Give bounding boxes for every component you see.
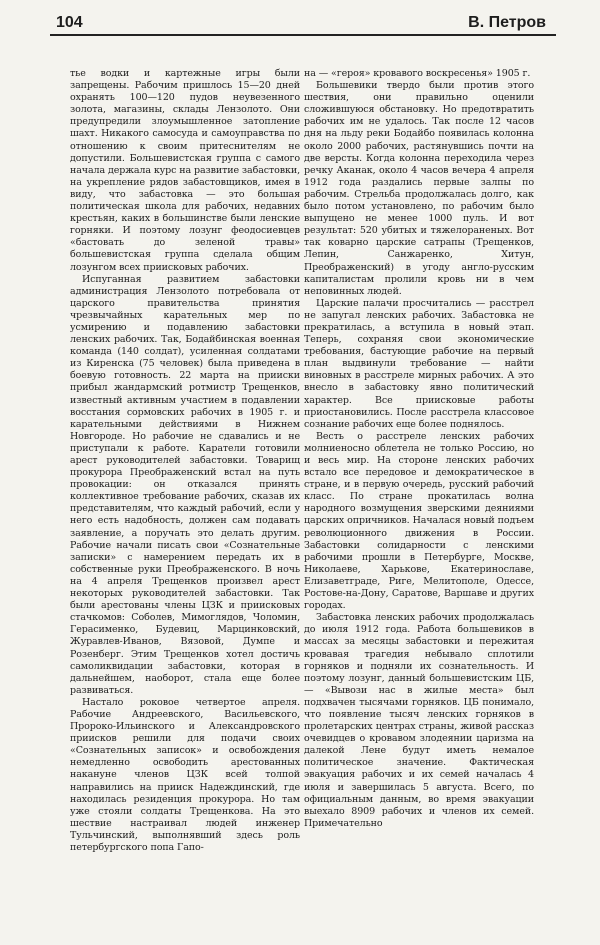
right-column — [304, 68, 534, 830]
paragraph: Царские палачи просчитались — расстрел не запугал ленских рабочих. Забастовка не прекратилась, а вступила в новый этап. Теперь, сохраняя свои экономические требования, бастующие рабочие на первый план выдвинули требование — найти виновных в расстреле мирных рабочих. А это внесло в забастовку явно политический характер. Все приисковые работы приостановились. После расстрела классовое сознание рабочих еще более поднялось. — [304, 297, 534, 430]
running-head-author: В. Петров — [468, 14, 546, 31]
page-number: 104 — [56, 14, 83, 31]
paragraph: Забастовка ленских рабочих продолжалась до июля 1912 года. Работа большевиков в массах за месяцы забастовки и пережитая кровавая трагедия небывало сплотили горняков и подняли их сознательность. И поэтому лозунг, данный большевистским ЦБ, — «Вывози нас в жилые места» был подхвачен тысячами горняков. ЦБ понимало, что появление тысяч ленских горняков в пролетарских центрах страны, живой рассказ очевидцев о кровавом злодеянии царизма на далекой Лене будут иметь немалое политическое значение. Фактическая эвакуация рабочих и их семей началась 4 июля и завершилась 5 августа. Всего, по официальным данным, во время эвакуации выехало 8909 рабочих и членов их семей. Примечательно — [304, 612, 534, 829]
paragraph-continuation: на — «героя» кровавого воскресенья» 1905 г. — [304, 68, 531, 79]
paragraph: Испуганная развитием забастовки администрация Лензолото потребовала от царского правительства принятия чрезвычайных карательных мер по усмирению и подавлению забастовки ленских рабочих. Так, Бодайбинская военная команда (140 солдат), усиленная солдатами из Киренска (75 человек) была приведена в боевую готовность. 22 марта на прииски прибыл жандармский ротмистр Трещенков, известный активным участием в подавлении восстания сормовских рабочих в 1905 г. и карательными действиями в Нижнем Новгороде. Но рабочие не сдавались и не приступали к работе. Каратели готовили арест руководителей забастовки. Товарищ прокурора Преображенский встал на путь провокации: он отказался принять коллективное требование рабочих, сказав их представителям, что каждый рабочий, если у него есть надобность, должен сам подавать заявление, а поручать это делать другим. Рабочие начали писать свои «Сознательные записки» с намерением передать их в собственные руки Преображенского. В ночь на 4 апреля Трещенков произвел арест некоторых руководителей забастовки. Так были арестованы члены ЦЗК и приисковых стачкомов: Соболев, Мимоглядов, Чоломин, Герасименко, Будевиц, Марцинковский, Журавлев-Иванов, Вязовой, Думпе и Розенберг. Этим Трещенков хотел достичь самоликвидации забастовки, которая в дальнейшем, наоборот, стала еще более развиваться. — [70, 273, 300, 696]
paragraph: тье водки и картежные игры были запрещены. Рабочим пришлось 15—20 дней охранять 100—120 пудов неувезенного золота, магазины, склады Лензолото. Они предупредили злоумышленное затопление шахт. Никакого самосуда и самоуправства по отношению к своим притеснителям не допустили. Большевистская группа с самого начала держала курс на развитие забастовки, на укрепление рядов забастовщиков, имея в виду, что забастовка — это большая политическая школа для рабочих, недавних крестьян, каких в большинстве были ленские горняки. И поэтому лозунг феодосиевцев «бастовать до зеленой травы» большевистская группа сделала общим лозунгом всех приисковых рабочих. — [70, 68, 300, 273]
paragraph: Весть о расстреле ленских рабочих молниеносно облетела не только Россию, но и весь мир. На стороне ленских рабочих встало все передовое и демократическое в стране, и в первую очередь, русский рабочий класс. По стране прокатилась волна народного возмущения зверскими деяниями царских опричников. Началася новый подъем революционного движения в России. Забастовки солидарности с ленскими рабочими прошли в Петербурге, Москве, Николаеве, Харькове, Екатеринославе, Елизаветграде, Риге, Мелитополе, Одессе, Ростове-на-Дону, Саратове, Варшаве и других городах. — [304, 430, 534, 612]
paragraph: Большевики твердо были против этого шествия, они правильно оценили сложившуюся обстановку. Но предотвратить рабочих им не удалось. Так после 12 часов дня на льду реки Бодайбо появилась колонна около 2000 рабочих, растянувшись почти на две версты. Когда колонна переходила через речку Аканак, около 4 часов вечера 4 апреля 1912 года раздались первые залпы по рабочим. Стрельба продолжалась долго, как было потом установлено, по рабочим было выпущено не менее 1000 пуль. И вот результат: 520 убитых и тяжелораненых. Вот так коварно царские сатрапы (Трещенков, Лепин, Санжаренко, Хитун, Преображенский) в угоду англо-русским капиталистам пролили кровь ни в чем неповинных людей. — [304, 80, 534, 297]
page-header — [50, 10, 550, 36]
left-column — [70, 68, 300, 854]
header-rule — [50, 34, 556, 36]
paragraph: Настало роковое четвертое апреля. Рабочие Андреевского, Васильевского, Пророко-Ильинского и Александровского приисков решили для подачи своих «Сознательных записок» и освобождения немедленно освободить арестованных накануне членов ЦЗК всей толпой направились на прииск Надеждинский, где находилась резиденция прокурора. Но там уже стояли солдаты Трещенкова. На это шествие настраивал людей инженер Тульчинский, выполнявший здесь роль петербургского попа Гапо- — [70, 696, 300, 853]
